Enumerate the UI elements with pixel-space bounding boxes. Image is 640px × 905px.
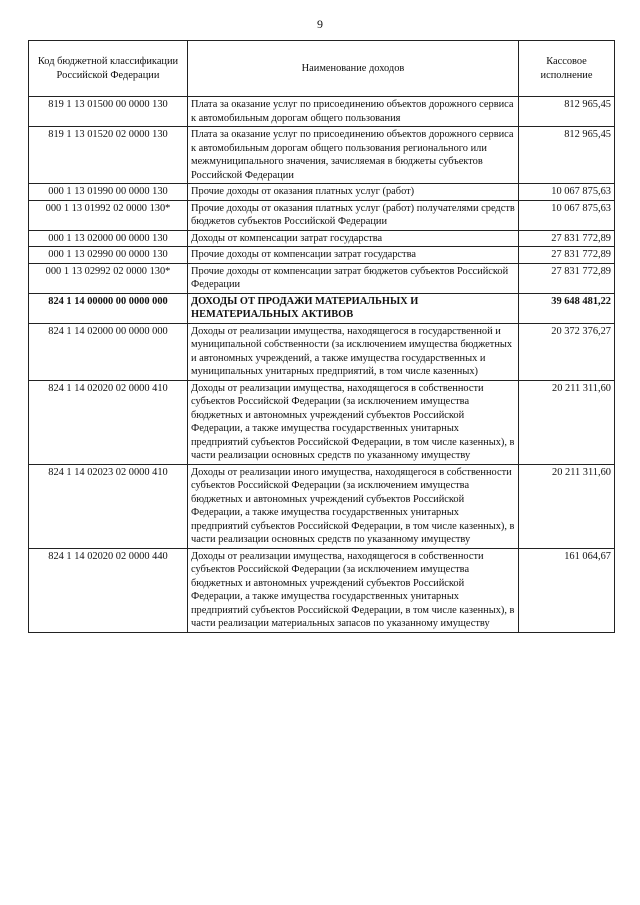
cell-amount: 20 211 311,60 (519, 380, 615, 464)
table-body (29, 97, 615, 633)
header-code: Код бюджетной классификации Российской Федерации (29, 41, 188, 97)
table-row (29, 380, 615, 464)
cell-name: Плата за оказание услуг по присоединению объектов дорожного сервиса к автомобильным дорогам общего пользования (188, 97, 519, 127)
table-row (29, 184, 615, 201)
cell-amount: 812 965,45 (519, 97, 615, 127)
cell-amount: 27 831 772,89 (519, 230, 615, 247)
cell-name: ДОХОДЫ ОТ ПРОДАЖИ МАТЕРИАЛЬНЫХ И НЕМАТЕРИАЛЬНЫХ АКТИВОВ (188, 293, 519, 323)
table-row (29, 323, 615, 380)
cell-code: 824 1 14 00000 00 0000 000 (29, 293, 188, 323)
table-row (29, 263, 615, 293)
header-name: Наименование доходов (188, 41, 519, 97)
cell-amount: 27 831 772,89 (519, 263, 615, 293)
cell-name: Доходы от реализации имущества, находящегося в собственности субъектов Российской Федерации (за исключением имущества бюджетных и автономных учреждений субъектов Российской Федерации, а также имущества государственных унитарных предприятий субъектов Российской Федерации, в том числе казенных), в части реализации основных средств по указанному имуществу (188, 380, 519, 464)
cell-amount: 812 965,45 (519, 127, 615, 184)
table-row (29, 97, 615, 127)
table-row (29, 464, 615, 548)
cell-code: 000 1 13 01990 00 0000 130 (29, 184, 188, 201)
cell-amount: 161 064,67 (519, 548, 615, 632)
cell-amount: 10 067 875,63 (519, 200, 615, 230)
cell-name: Доходы от реализации имущества, находящегося в государственной и муниципальной собственности (за исключением имущества бюджетных и автономных учреждений, а также имущества государственных и муниципальных унитарных предприятий, в том числе казенных) (188, 323, 519, 380)
cell-code: 824 1 14 02023 02 0000 410 (29, 464, 188, 548)
cell-amount: 10 067 875,63 (519, 184, 615, 201)
cell-amount: 27 831 772,89 (519, 247, 615, 264)
table-row (29, 127, 615, 184)
cell-amount: 39 648 481,22 (519, 293, 615, 323)
cell-code: 000 1 13 02990 00 0000 130 (29, 247, 188, 264)
cell-code: 819 1 13 01520 02 0000 130 (29, 127, 188, 184)
table-row (29, 548, 615, 632)
cell-code: 000 1 13 01992 02 0000 130* (29, 200, 188, 230)
cell-code: 000 1 13 02992 02 0000 130* (29, 263, 188, 293)
income-table (28, 40, 615, 633)
table-row (29, 247, 615, 264)
table-row (29, 200, 615, 230)
cell-name: Доходы от реализации иного имущества, находящегося в собственности субъектов Российской Федерации (за исключением имущества бюджетных и автономных учреждений субъектов Российской Федерации, а также имущества государственных унитарных предприятий субъектов Российской Федерации, в том числе казенных), в части реализации основных средств по указанному имуществу (188, 464, 519, 548)
cell-code: 000 1 13 02000 00 0000 130 (29, 230, 188, 247)
cell-name: Доходы от компенсации затрат государства (188, 230, 519, 247)
header-amount: Кассовое исполнение (519, 41, 615, 97)
table-row (29, 230, 615, 247)
table-row (29, 293, 615, 323)
cell-code: 824 1 14 02020 02 0000 410 (29, 380, 188, 464)
cell-amount: 20 372 376,27 (519, 323, 615, 380)
cell-code: 824 1 14 02000 00 0000 000 (29, 323, 188, 380)
cell-amount: 20 211 311,60 (519, 464, 615, 548)
cell-name: Плата за оказание услуг по присоединению объектов дорожного сервиса к автомобильным дорогам общего пользования регионального или межмуниципального значения, зачисляемая в бюджеты субъектов Российской Федерации (188, 127, 519, 184)
cell-name: Прочие доходы от оказания платных услуг (работ) (188, 184, 519, 201)
table-header-row (29, 41, 615, 97)
cell-code: 819 1 13 01500 00 0000 130 (29, 97, 188, 127)
cell-name: Прочие доходы от компенсации затрат государства (188, 247, 519, 264)
cell-code: 824 1 14 02020 02 0000 440 (29, 548, 188, 632)
page-number: 9 (317, 17, 323, 31)
cell-name: Доходы от реализации имущества, находящегося в собственности субъектов Российской Федерации (за исключением имущества бюджетных и автономных учреждений субъектов Российской Федерации, а также имущества государственных унитарных предприятий субъектов Российской Федерации, в том числе казенных), в части реализации материальных запасов по указанному имуществу (188, 548, 519, 632)
cell-name: Прочие доходы от оказания платных услуг (работ) получателями средств бюджетов субъектов Российской Федерации (188, 200, 519, 230)
cell-name: Прочие доходы от компенсации затрат бюджетов субъектов Российской Федерации (188, 263, 519, 293)
